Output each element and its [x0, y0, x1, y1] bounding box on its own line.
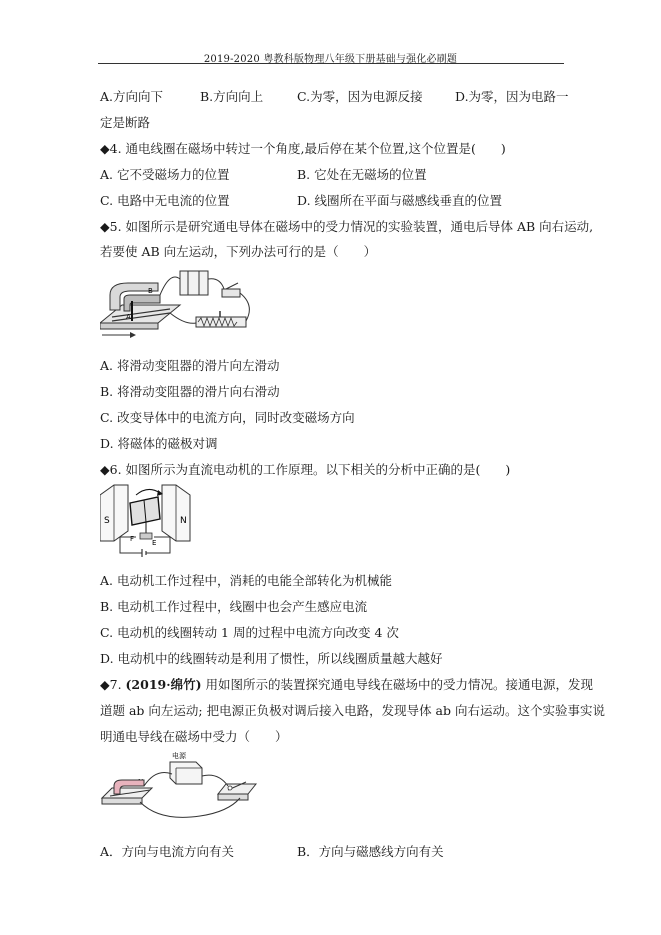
q6-option-d: D. 电动机中的线圈转动是利用了惯性，所以线圈质量越大越好: [100, 651, 443, 666]
q6-stem: ◆6. 如图所示为直流电动机的工作原理。以下相关的分析中正确的是( ): [100, 462, 511, 477]
q5-stem-line2: 若要使 AB 向左运动，下列办法可行的是（ ）: [100, 244, 377, 259]
q6-label-n: N: [180, 516, 187, 526]
q6-label-f: F: [130, 535, 135, 543]
q7-option-a: A．方向与电流方向有关: [100, 844, 235, 859]
q7-stem-line2: 道题 ab 向左运动; 把电源正负极对调后接入电路，发现导体 ab 向右运动。这个实验事实说: [100, 703, 605, 718]
q5-option-d: D. 将磁体的磁极对调: [100, 436, 218, 451]
q6-option-a: A. 电动机工作过程中，消耗的电能全部转化为机械能: [100, 573, 392, 588]
q3-option-b: B.方向向上: [200, 89, 264, 104]
q5-option-b: B. 将滑动变阻器的滑片向右滑动: [100, 384, 280, 399]
q3-option-d-continued: 定是断路: [100, 115, 151, 130]
q7-stem-line1: [100, 675, 593, 693]
q6-label-e: E: [152, 539, 157, 547]
q7-stem-line3: 明通电导线在磁场中受力（ ）: [100, 729, 288, 744]
q4-option-a: A. 它不受磁场力的位置: [100, 167, 230, 182]
q4-option-d: D. 线圈所在平面与磁感线垂直的位置: [297, 193, 503, 208]
q4-stem: ◆4. 通电线圈在磁场中转过一个角度,最后停在某个位置,这个位置是( ): [100, 141, 506, 156]
q7-stem-text: 用如图所示的装置探究通电导线在磁场中的受力情况。接通电源，发现: [201, 677, 593, 692]
q6-motor-figure: [100, 483, 200, 559]
q5-stem-line1: ◆5. 如图所示是研究通电导体在磁场中的受力情况的实验装置，通电后导体 AB 向右运动,: [100, 219, 594, 234]
q5-label-b: B: [148, 287, 153, 295]
q7-apparatus-figure: [100, 750, 260, 826]
q3-option-d: D.为零，因为电路一: [455, 89, 569, 104]
q6-label-s: S: [104, 516, 110, 526]
q3-option-a: A.方向向下: [100, 89, 164, 104]
header-divider: [98, 63, 564, 64]
q5-option-a: A. 将滑动变阻器的滑片向左滑动: [100, 358, 280, 373]
q5-option-c: C. 改变导体中的电流方向，同时改变磁场方向: [100, 410, 355, 425]
q7-option-b: B．方向与磁感线方向有关: [297, 844, 444, 859]
page-header-title: 2019-2020 粤教科版物理八年级下册基础与强化必刷题: [203, 54, 458, 65]
q4-option-c: C. 电路中无电流的位置: [100, 193, 230, 208]
q3-option-c: C.为零，因为电源反接: [297, 89, 423, 104]
q6-option-b: B. 电动机工作过程中，线圈中也会产生感应电流: [100, 599, 368, 614]
q7-source: (2019·绵竹): [125, 677, 202, 692]
q7-label-power: 电源: [172, 752, 186, 760]
q5-label-a: A: [126, 313, 131, 321]
q4-option-b: B. 它处在无磁场的位置: [297, 167, 427, 182]
q6-option-c: C. 电动机的线圈转动 1 周的过程中电流方向改变 4 次: [100, 625, 399, 640]
q7-number: ◆7.: [100, 677, 126, 692]
q5-apparatus-figure: [100, 265, 260, 345]
